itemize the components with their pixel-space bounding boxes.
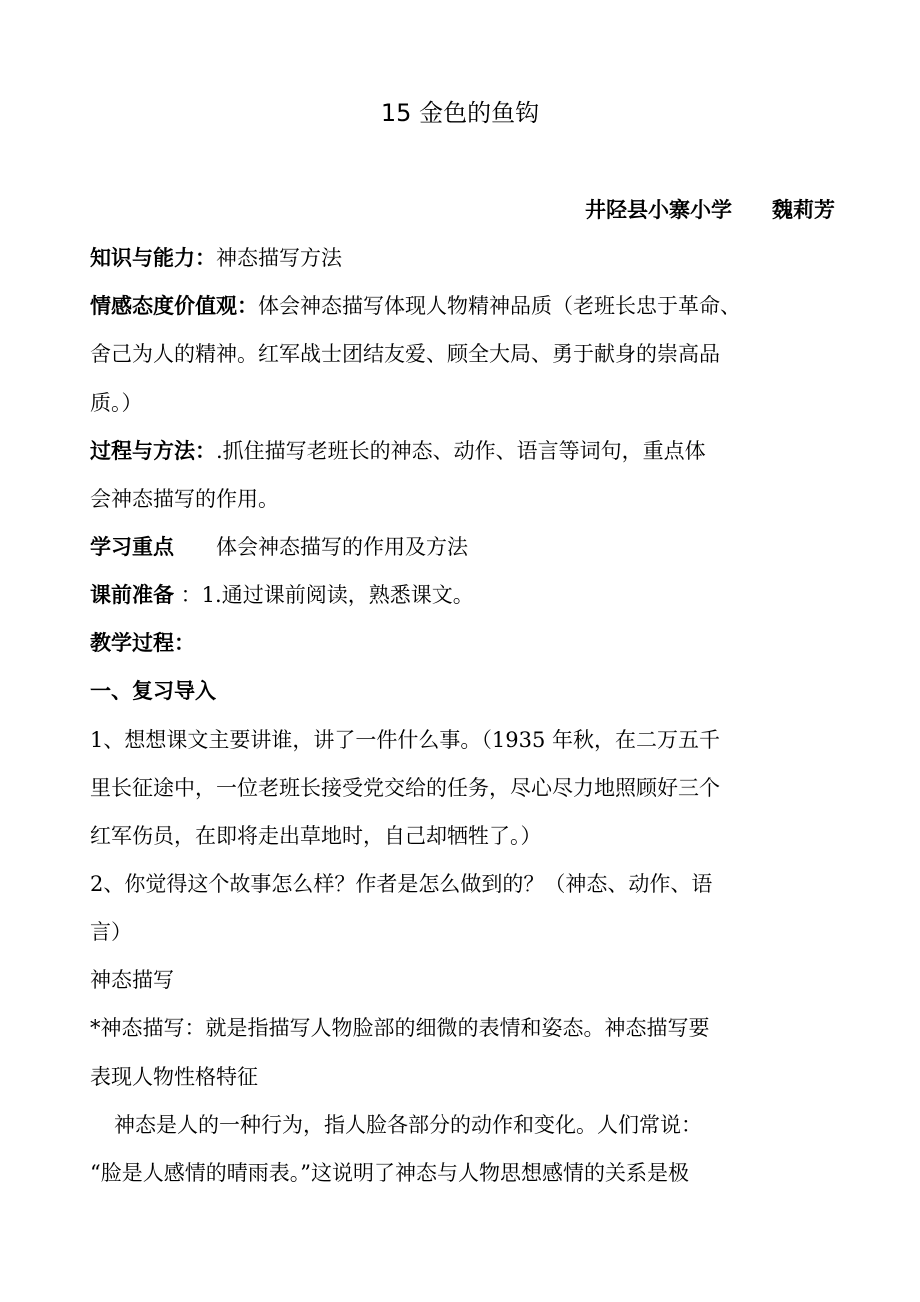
text-line: [90, 860, 835, 908]
text-line: [90, 282, 835, 330]
line-text: 神态是人的一种行为，指人脸各部分的动作和变化。人们常说：: [114, 1112, 702, 1137]
line-text: *神态描写：就是指描写人物脸部的细微的表情和姿态。神态描写要: [90, 1016, 710, 1041]
line-label: 知识与能力：: [90, 246, 216, 271]
author-name: 魏莉芳: [772, 198, 835, 222]
line-text: 表现人物性格特征: [90, 1064, 258, 1089]
line-text: 神态描写: [90, 968, 174, 993]
line-text: 红军伤员，在即将走出草地时，自己却牺牲了。）: [90, 823, 542, 848]
document-body: [90, 186, 835, 1197]
text-line: [90, 812, 835, 860]
text-line: [90, 523, 835, 571]
author-school: 井陉县小寨小学: [585, 198, 732, 222]
text-line: [90, 427, 835, 475]
text-line: [90, 571, 835, 619]
text-line: [90, 1004, 835, 1052]
line-text: “脸是人感情的晴雨表。”这说明了神态与人物思想感情的关系是极: [90, 1160, 689, 1185]
text-line: [90, 956, 835, 1004]
line-text: ：1.通过课前阅读，熟悉课文。: [174, 583, 474, 608]
text-line: [90, 1101, 835, 1149]
text-line: [90, 716, 835, 764]
line-text: 1、想想课文主要讲谁，讲了一件什么事。（1935 年秋，在二万五千: [90, 727, 720, 752]
text-line: [90, 234, 835, 282]
line-label: 一、复习导入: [90, 679, 216, 704]
line-text: 言）: [90, 920, 132, 945]
text-line: [90, 908, 835, 956]
text-line: [90, 1149, 835, 1197]
line-label: 教学过程：: [90, 631, 195, 656]
line-text: 体会神态描写的作用及方法: [174, 534, 468, 559]
document-title: 15 金色的鱼钩: [380, 99, 540, 127]
line-text: 体会神态描写体现人物精神品质（老班长忠于革命、: [258, 294, 741, 319]
text-line: [90, 764, 835, 812]
author-line: [90, 186, 835, 234]
text-line: [90, 1053, 835, 1101]
text-line: [90, 330, 835, 378]
line-label: 情感态度价值观：: [90, 294, 258, 319]
line-label: 课前准备: [90, 583, 174, 608]
line-text: .抓住描写老班长的神态、动作、语言等词句，重点体: [216, 438, 706, 463]
text-line: [90, 619, 835, 667]
line-text: 里长征途中，一位老班长接受党交给的任务，尽心尽力地照顾好三个: [90, 775, 720, 800]
line-text: 2、你觉得这个故事怎么样？作者是怎么做到的？（神态、动作、语: [90, 871, 713, 896]
line-label: 学习重点: [90, 534, 174, 559]
text-line: [90, 379, 835, 427]
line-text: 质。）: [90, 390, 143, 415]
text-line: [90, 667, 835, 715]
text-line: [90, 475, 835, 523]
line-text: 神态描写方法: [216, 246, 342, 271]
line-text: 舍己为人的精神。红军战士团结友爱、顾全大局、勇于献身的崇高品: [90, 342, 720, 367]
line-text: 会神态描写的作用。: [90, 486, 279, 511]
line-label: 过程与方法：: [90, 438, 216, 463]
